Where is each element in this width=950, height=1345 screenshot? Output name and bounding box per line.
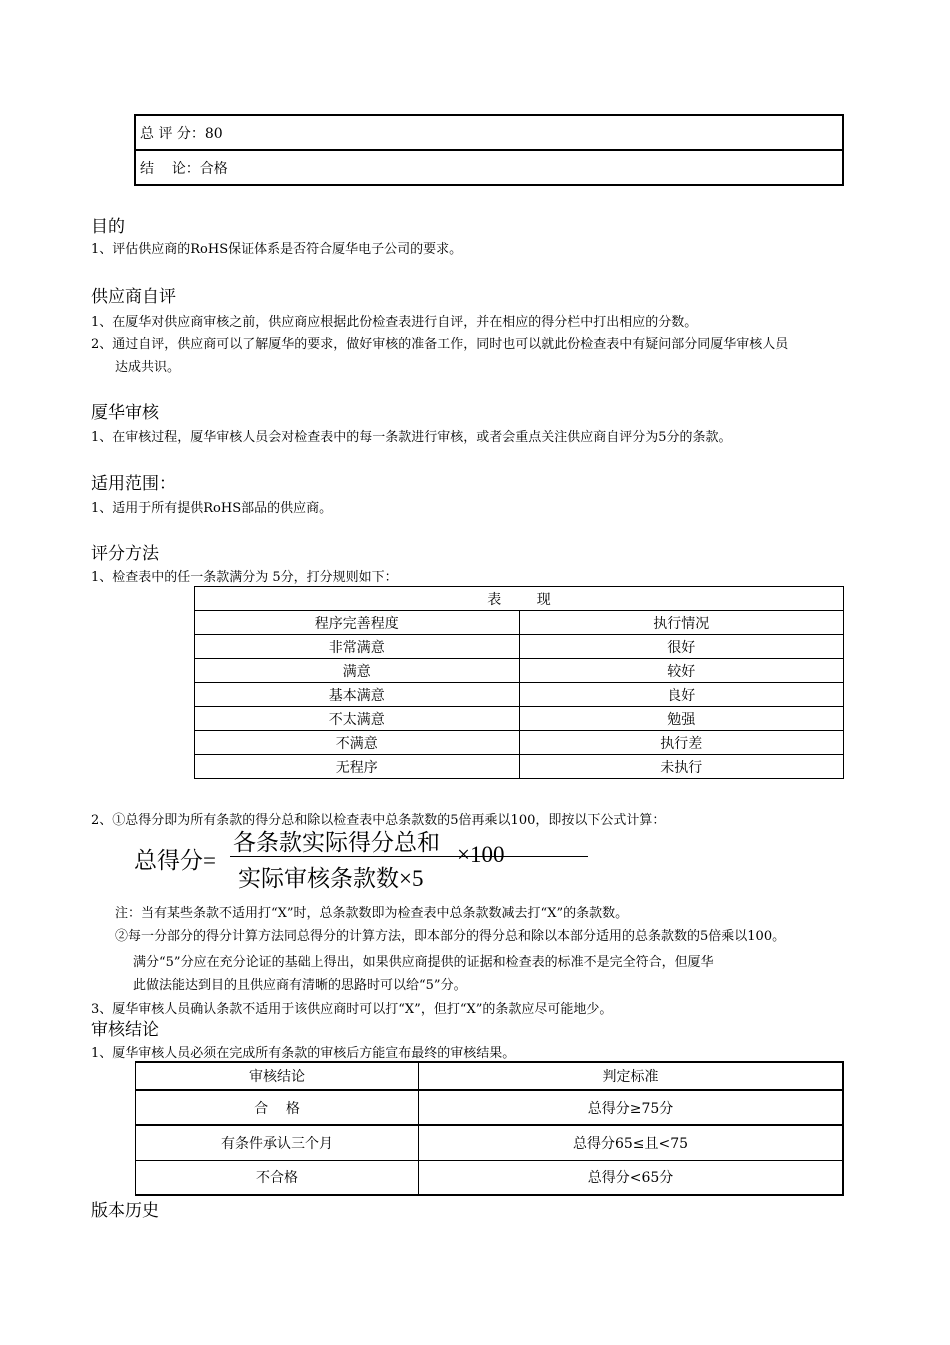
self-eval-item-2-cont: 达成共识。 [115,360,181,375]
conclusion-item-1: 1、厦华审核人员必须在完成所有条款的审核后方能宣布最终的审核结果。 [91,1046,516,1061]
table-cell: 基本满意 [195,683,520,707]
conclusion-title: 审核结论 [91,1020,159,1040]
table-cell: 很好 [519,635,844,659]
table-cell: 总得分65≤且<75 [419,1125,844,1160]
table-row [195,635,844,659]
total-score-cell [135,115,843,150]
formula-multiplier: ×100 [457,842,505,867]
scope-item-1: 1、适用于所有提供RoHS部品的供应商。 [91,501,333,516]
table-cell: 总得分≥75分 [419,1090,844,1125]
formula-denominator: 实际审核条款数×5 [238,866,424,891]
scoring-table [194,586,844,779]
conclusion-text: 结 论：合格 [140,160,228,177]
table-cell: 勉强 [519,707,844,731]
scoring-note-3: 满分“5”分应在充分论证的基础上得出，如果供应商提供的证据和检查表的标准不是完全符合，但厦华 [133,955,714,970]
table-row [195,755,844,779]
table-cell: 执行差 [519,731,844,755]
scope-title: 适用范围： [91,474,176,494]
table-row [195,683,844,707]
table-cell: 不合格 [136,1160,419,1195]
self-eval-title: 供应商自评 [91,287,176,307]
table-cell: 不满意 [195,731,520,755]
table-row [136,1090,844,1125]
xiahua-audit-title: 厦华审核 [91,403,159,423]
total-score-text: 总 评 分：80 [140,125,223,142]
table-cell: 未执行 [519,755,844,779]
column-header: 判定标准 [419,1062,844,1090]
table-row [136,1125,844,1160]
purpose-item-1: 1、评估供应商的RoHS保证体系是否符合厦华电子公司的要求。 [91,242,463,257]
summary-table [134,114,844,186]
history-title: 版本历史 [91,1201,159,1221]
table-cell: 无程序 [195,755,520,779]
scoring-note-2: ②每一分部分的得分计算方法同总得分的计算方法，即本部分的得分总和除以本部分适用的总条款数的5倍乘以100。 [115,929,786,944]
xiahua-audit-item-1: 1、在审核过程，厦华审核人员会对检查表中的每一条款进行审核，或者会重点关注供应商自评分为5分的条款。 [91,430,732,445]
scoring-table-header: 表 现 [195,587,844,611]
column-header: 程序完善程度 [195,611,520,635]
table-row [136,1160,844,1195]
column-header: 审核结论 [136,1062,419,1090]
table-cell: 合 格 [136,1090,419,1125]
conclusion-table [135,1061,844,1196]
scoring-note-1: 注：当有某些条款不适用打“X”时，总条款数即为检查表中总条款数减去打“X”的条款数。 [115,906,629,921]
table-cell: 总得分<65分 [419,1160,844,1195]
table-cell: 非常满意 [195,635,520,659]
formula-numerator: 各条款实际得分总和 [233,830,440,855]
purpose-title: 目的 [91,217,125,237]
scoring-item-1: 1、检查表中的任一条款满分为 5分，打分规则如下： [91,570,398,585]
score-formula [134,822,534,892]
table-cell: 较好 [519,659,844,683]
formula-lhs: 总得分= [134,848,216,873]
formula-fraction-bar [230,856,588,857]
table-row [195,707,844,731]
scoring-item-3: 3、厦华审核人员确认条款不适用于该供应商时可以打“X”，但打“X”的条款应尽可能地少。 [91,1002,613,1017]
table-cell: 有条件承认三个月 [136,1125,419,1160]
table-cell: 满意 [195,659,520,683]
self-eval-item-1: 1、在厦华对供应商审核之前，供应商应根据此份检查表进行自评，并在相应的得分栏中打出相应的分数。 [91,315,698,330]
scoring-item-2: 2、①总得分即为所有条款的得分总和除以检查表中总条款数的5倍再乘以100，即按以下公式计算： [91,813,666,828]
scoring-title: 评分方法 [91,544,159,564]
self-eval-item-2: 2、通过自评，供应商可以了解厦华的要求，做好审核的准备工作，同时也可以就此份检查表中有疑问部分同厦华审核人员 [91,337,789,352]
table-row [195,659,844,683]
scoring-note-4: 此做法能达到目的且供应商有清晰的思路时可以给“5”分。 [133,978,467,993]
table-cell: 不太满意 [195,707,520,731]
table-cell: 良好 [519,683,844,707]
table-row [195,731,844,755]
conclusion-cell [135,150,843,185]
column-header: 执行情况 [519,611,844,635]
